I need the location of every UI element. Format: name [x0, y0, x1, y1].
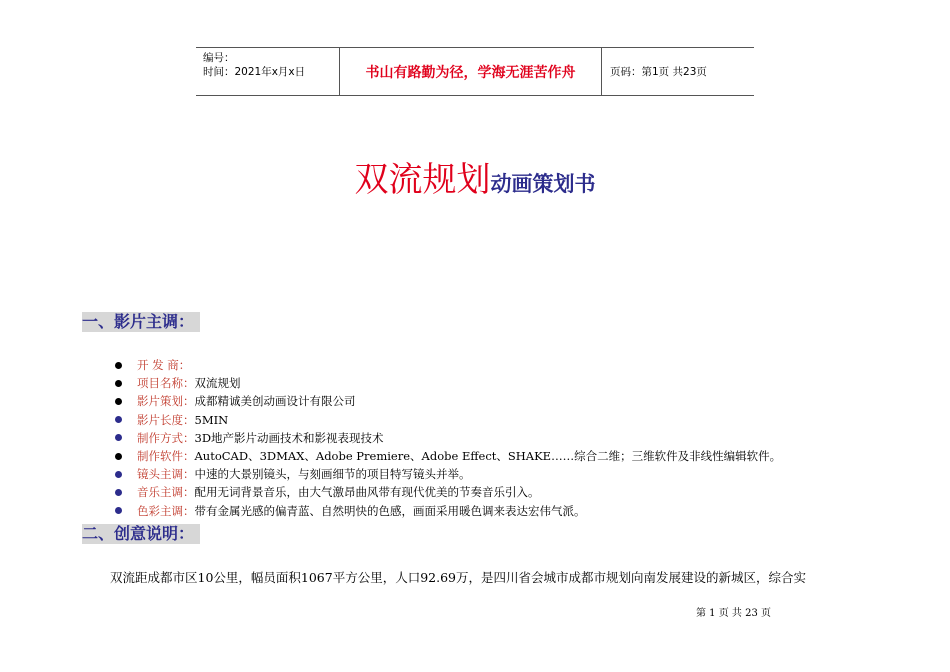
- bullet-icon: [115, 362, 122, 369]
- bullet-icon: [115, 471, 122, 478]
- list-item: [115, 356, 781, 374]
- bullet-icon: [115, 416, 122, 423]
- list-item: [115, 502, 781, 520]
- item-value: 3D地产影片动画技术和影视表现技术: [194, 430, 384, 445]
- header-page-info: 页码：第1页 共23页: [610, 66, 707, 78]
- time-label: 时间：2021年x月x日: [203, 66, 306, 78]
- item-value: AutoCAD、3DMAX、Adobe Premiere、Adobe Effect、SHAKE……综合二维；三维软件及非线性编辑软件。: [194, 449, 782, 464]
- project-info-list: [115, 356, 781, 520]
- bullet-icon: [115, 380, 122, 387]
- page-header: [196, 47, 754, 96]
- item-label: 制作方式：: [137, 430, 195, 445]
- section-heading-1: 一、影片主调：: [82, 312, 200, 332]
- item-value: 成都精诚美创动画设计有限公司: [194, 394, 356, 409]
- list-item: [115, 465, 781, 483]
- bullet-icon: [115, 507, 122, 514]
- section-heading-2: 二、创意说明：: [82, 524, 200, 544]
- list-item: [115, 429, 781, 447]
- header-meta: [196, 48, 340, 95]
- item-label: 音乐主调：: [137, 485, 195, 500]
- item-label: 镜头主调：: [137, 467, 195, 482]
- bullet-icon: [115, 453, 122, 460]
- title-sub: 动画策划书: [490, 172, 596, 196]
- title-main: 双流规划: [354, 160, 491, 200]
- page-footer: 第 1 页 共 23 页: [696, 608, 771, 619]
- list-item: [115, 374, 781, 392]
- list-item: [115, 447, 781, 465]
- bullet-icon: [115, 398, 122, 405]
- number-label: 编号：: [203, 52, 235, 64]
- item-value: 带有金属光感的偏青蓝、自然明快的色感，画面采用暖色调来表达宏伟气派。: [194, 503, 586, 518]
- list-item: [115, 392, 781, 410]
- item-label: 影片策划：: [137, 394, 195, 409]
- list-item: [115, 483, 781, 501]
- item-value: 5MIN: [194, 412, 229, 427]
- item-value: 中速的大景别镜头，与刻画细节的项目特写镜头并举。: [194, 467, 471, 482]
- item-value: 双流规划: [194, 376, 241, 391]
- item-label: 影片长度：: [137, 412, 195, 427]
- bullet-icon: [115, 434, 122, 441]
- item-value: 配用无词背景音乐，由大气激昂曲风带有现代优美的节奏音乐引入。: [194, 485, 540, 500]
- item-label: 制作软件：: [137, 449, 195, 464]
- item-label: 项目名称：: [137, 376, 195, 391]
- header-motto: 书山有路勤为径，学海无涯苦作舟: [340, 48, 602, 95]
- item-label: 开 发 商：: [137, 358, 191, 372]
- list-item: [115, 411, 781, 429]
- body-paragraph: 双流距成都市区10公里，幅员面积1067平方公里，人口92.69万，是四川省会城市成都市规划向南发展建设的新城区，综合实: [110, 570, 807, 585]
- item-label: 色彩主调：: [137, 503, 195, 518]
- document-title: [0, 152, 950, 201]
- bullet-icon: [115, 489, 122, 496]
